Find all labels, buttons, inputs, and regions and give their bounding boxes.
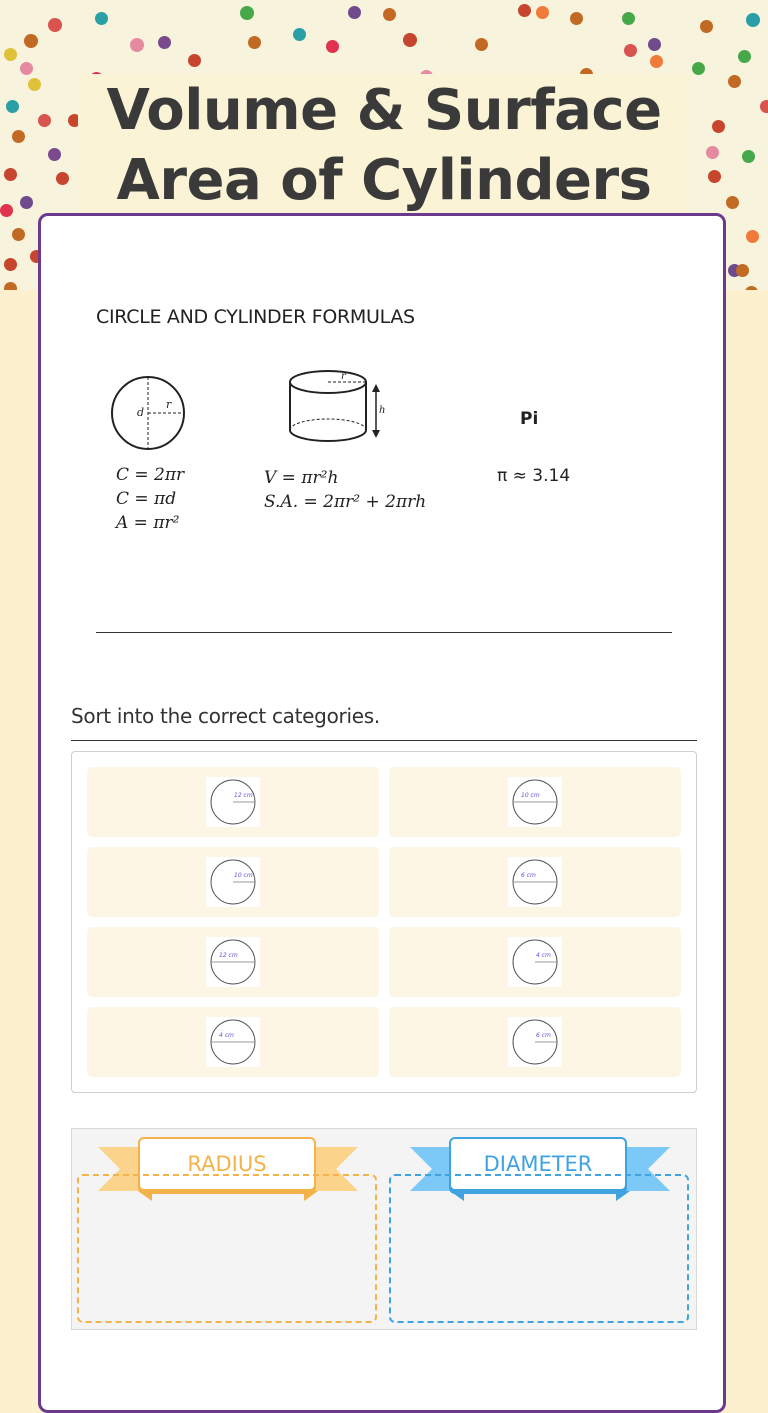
radius-drop-zone[interactable] [77,1174,377,1323]
sort-item-card[interactable] [389,847,681,917]
circle-thumbnail [508,777,562,827]
confetti-dot [383,8,396,21]
confetti-dot [648,38,661,51]
confetti-dot [736,264,749,277]
diameter-category-label: DIAMETER [449,1137,627,1191]
radius-category-label: RADIUS [138,1137,316,1191]
confetti-dot [4,258,17,271]
confetti-dot [248,36,261,49]
confetti-dot [745,286,758,290]
confetti-dot [692,62,705,75]
confetti-dot [742,150,755,163]
circle-diagram [108,374,188,454]
confetti-dot [746,230,759,243]
sort-item-card[interactable] [87,1007,379,1077]
confetti-dot [56,172,69,185]
measure-label: 12 cm [234,792,253,799]
surface-area-formula: S.A. = 2πr² + 2πrh [264,492,427,512]
circle-d-label: d [137,406,145,419]
section-divider [96,632,672,633]
sort-item-card[interactable] [87,847,379,917]
circle-thumbnail [206,857,260,907]
confetti-dot [20,62,33,75]
sort-item-card[interactable] [87,767,379,837]
confetti-dot [12,228,25,241]
confetti-dot [4,282,17,290]
cylinder-r-label: r [341,371,346,382]
circumference-diameter-formula: C = πd [116,489,177,509]
confetti-dot [518,4,531,17]
confetti-dot [570,12,583,25]
confetti-dot [188,54,201,67]
confetti-dot [746,13,760,27]
area-formula: A = πr² [116,513,180,533]
page-title: Volume & Surface Area of Cylinders [106,78,662,213]
confetti-dot [706,146,719,159]
confetti-dot [24,34,38,48]
volume-formula: V = πr²h [264,468,339,488]
circle-thumbnail [508,937,562,987]
cylinder-h-label: h [379,405,386,416]
sort-prompt: Sort into the correct categories. [71,704,380,728]
measure-label: 6 cm [536,1032,551,1039]
sort-item-card[interactable] [87,927,379,997]
confetti-dot [728,75,741,88]
sort-item-card[interactable] [389,767,681,837]
confetti-dot [536,6,549,19]
confetti-dot [475,38,488,51]
pi-value: π ≈ 3.14 [497,466,571,486]
circle-r-label: r [166,398,172,411]
confetti-dot [712,120,725,133]
confetti-dot [48,18,62,32]
confetti-dot [726,196,739,209]
confetti-dot [6,100,19,113]
confetti-dot [738,50,751,63]
confetti-dot [403,33,417,47]
confetti-dot [622,12,635,25]
circle-thumbnail [206,777,260,827]
confetti-dot [95,12,108,25]
measure-label: 10 cm [234,872,253,879]
circle-thumbnail [206,1017,260,1067]
pi-label: Pi [520,409,539,429]
measure-label: 4 cm [536,952,551,959]
sort-item-card[interactable] [389,927,681,997]
confetti-dot [48,148,61,161]
diameter-drop-zone[interactable] [389,1174,689,1323]
measure-label: 4 cm [219,1032,234,1039]
confetti-dot [38,114,51,127]
confetti-dot [326,40,339,53]
measure-label: 6 cm [521,872,536,879]
confetti-dot [4,48,17,61]
cylinder-formulas [264,466,426,514]
confetti-dot [130,38,144,52]
confetti-dot [700,20,713,33]
confetti-dot [650,55,663,68]
measure-label: 10 cm [521,792,540,799]
confetti-dot [0,204,13,217]
confetti-dot [624,44,637,57]
circle-thumbnail [206,937,260,987]
confetti-dot [158,36,171,49]
circle-thumbnail [508,1017,562,1067]
sort-item-card[interactable] [389,1007,681,1077]
circle-thumbnail [508,857,562,907]
confetti-dot [28,78,41,91]
confetti-dot [12,130,25,143]
confetti-dot [760,100,768,113]
measure-label: 12 cm [219,952,238,959]
confetti-dot [20,196,33,209]
sort-prompt-underline [71,740,697,741]
confetti-dot [4,168,17,181]
circumference-radius-formula: C = 2πr [116,465,185,485]
circle-formulas [116,463,184,535]
confetti-dot [348,6,361,19]
confetti-dot [708,170,721,183]
formulas-heading: CIRCLE AND CYLINDER FORMULAS [96,306,415,328]
cylinder-diagram [286,368,396,456]
confetti-dot [240,6,254,20]
confetti-dot [293,28,306,41]
